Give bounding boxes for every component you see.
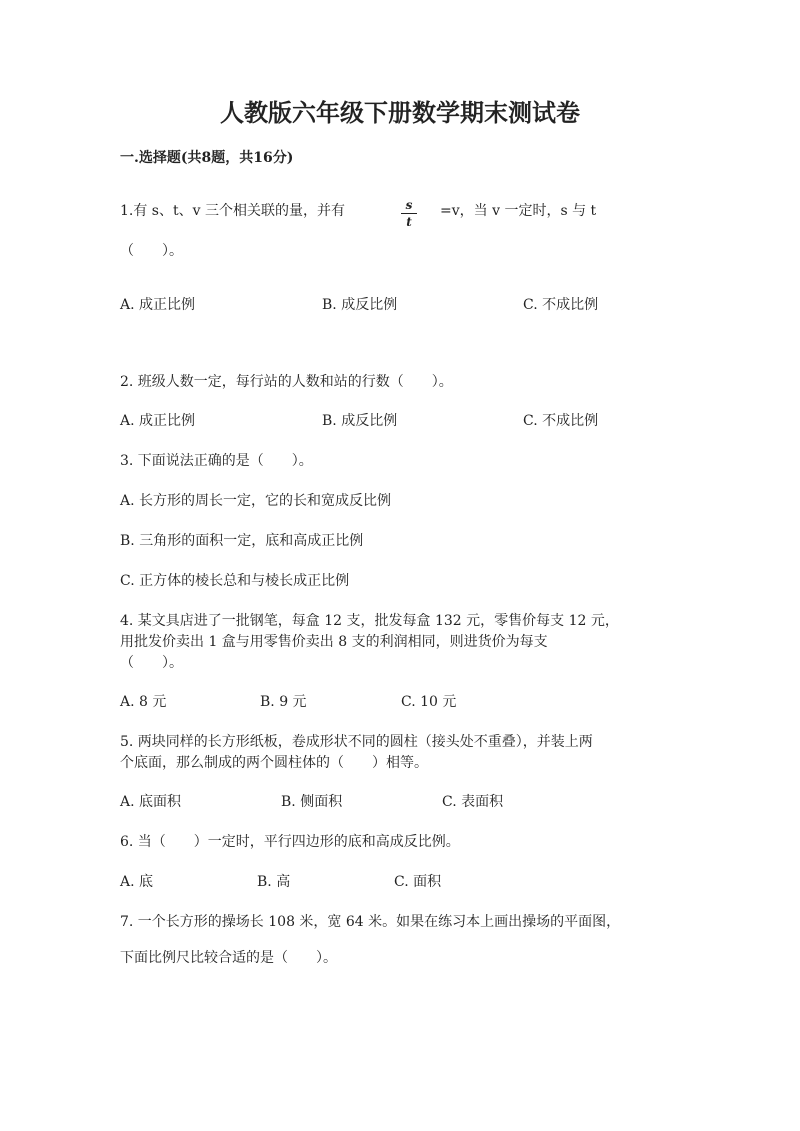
q7-text-line2: 下面比例尺比较合适的是（ ）。 (120, 950, 337, 966)
q1-text-part1: 1.有 s、t、v 三个相关联的量，并有 (120, 203, 345, 219)
q1-fraction-bar (401, 213, 417, 214)
q4-answer-blank: （ ）。 (120, 655, 183, 671)
q6-option-a[interactable]: A. 底 (120, 874, 154, 890)
q4-option-a[interactable]: A. 8 元 (120, 694, 167, 710)
q5-option-c[interactable]: C. 表面积 (442, 794, 504, 810)
q1-option-c[interactable]: C. 不成比例 (523, 297, 599, 313)
q6-option-b[interactable]: B. 高 (257, 874, 291, 890)
q1-fraction-numerator: s (405, 198, 413, 212)
q2-option-c[interactable]: C. 不成比例 (523, 413, 599, 429)
q1-fraction-denominator: t (406, 215, 412, 229)
q1-fraction (401, 198, 417, 229)
q2-text: 2. 班级人数一定，每行站的人数和站的行数（ ）。 (120, 374, 453, 390)
q3-text: 3. 下面说法正确的是（ ）。 (120, 453, 313, 469)
q1-text-part2: =v，当 v 一定时，s 与 t (440, 203, 597, 219)
q4-option-b[interactable]: B. 9 元 (260, 694, 307, 710)
q2-option-a[interactable]: A. 成正比例 (120, 413, 196, 429)
page-title: 人教版六年级下册数学期末测试卷 (220, 98, 580, 127)
q4-text-line2: 用批发价卖出 1 盒与用零售价卖出 8 支的利润相同，则进货价为每支 (120, 634, 548, 650)
q3-option-a[interactable]: A. 长方形的周长一定，它的长和宽成反比例 (120, 493, 392, 509)
q6-option-c[interactable]: C. 面积 (394, 874, 442, 890)
q7-text-line1: 7. 一个长方形的操场长 108 米，宽 64 米。如果在练习本上画出操场的平面图， (120, 914, 621, 930)
q5-option-b[interactable]: B. 侧面积 (281, 794, 343, 810)
section-heading: 一.选择题(共8题，共16分) (120, 150, 294, 166)
q1-answer-blank: （ ）。 (120, 243, 183, 259)
q1-option-a[interactable]: A. 成正比例 (120, 297, 196, 313)
q4-option-c[interactable]: C. 10 元 (401, 694, 457, 710)
q4-text-line1: 4. 某文具店进了一批钢笔，每盒 12 支，批发每盒 132 元，零售价每支 12 元， (120, 613, 619, 629)
q5-option-a[interactable]: A. 底面积 (120, 794, 182, 810)
q1-option-b[interactable]: B. 成反比例 (322, 297, 398, 313)
q5-text-line1: 5. 两块同样的长方形纸板，卷成形状不同的圆柱（接头处不重叠），并装上两 (120, 734, 593, 750)
q5-text-line2: 个底面，那么制成的两个圆柱体的（ ）相等。 (120, 755, 428, 771)
q6-text: 6. 当（ ）一定时，平行四边形的底和高成反比例。 (120, 834, 460, 850)
q3-option-c[interactable]: C. 正方体的棱长总和与棱长成正比例 (120, 573, 350, 589)
q3-option-b[interactable]: B. 三角形的面积一定，底和高成正比例 (120, 533, 364, 549)
q2-option-b[interactable]: B. 成反比例 (322, 413, 398, 429)
